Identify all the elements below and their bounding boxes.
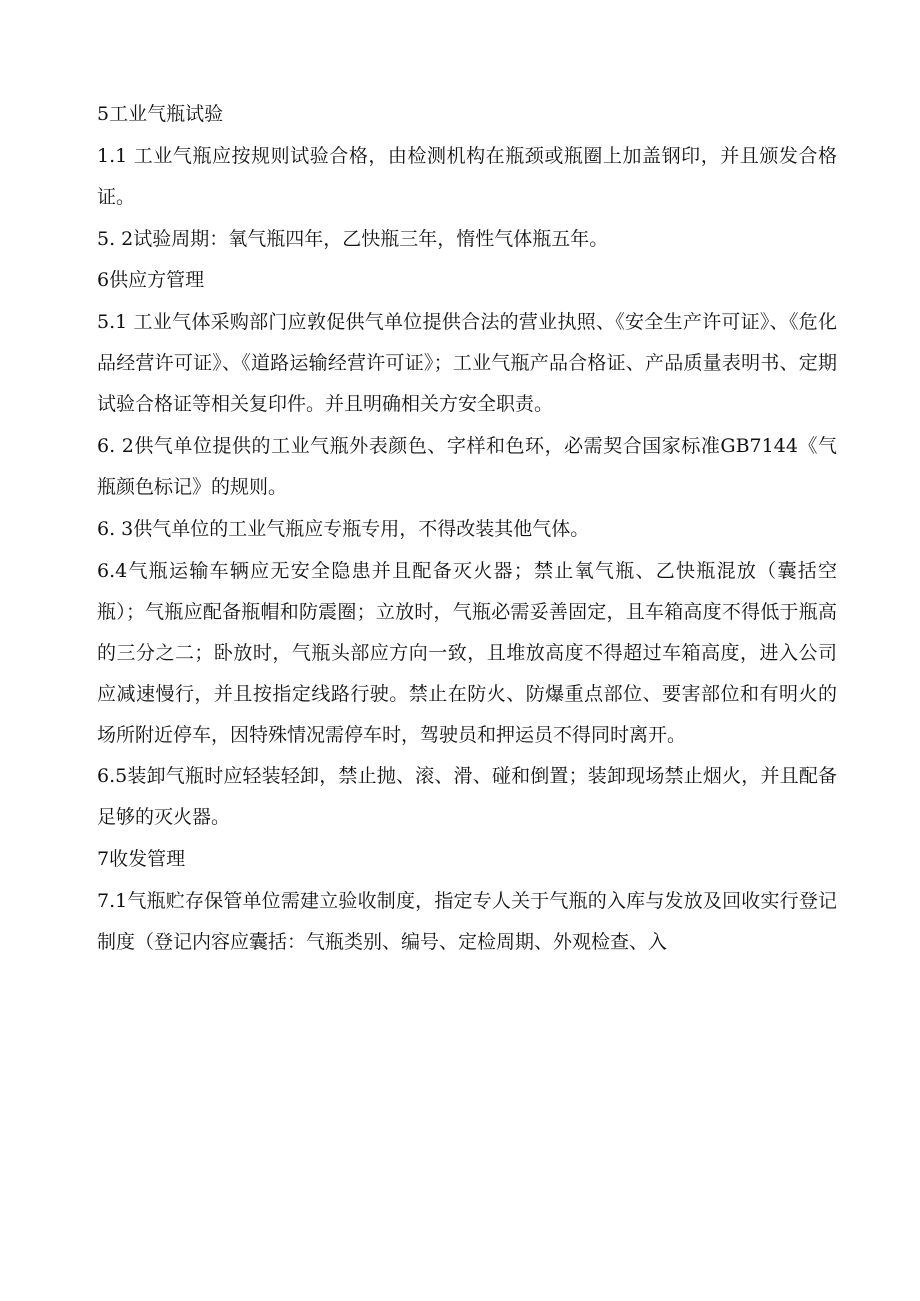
- paragraph-6-4: 6.4气瓶运输车辆应无安全隐患并且配备灭火器；禁止氧气瓶、乙快瓶混放（囊括空瓶）；气瓶应配备瓶帽和防震圈；立放时，气瓶必需妥善固定，且车箱高度不得低于瓶高的三分之二；卧放时，气瓶头部应方向一致，且堆放高度不得超过车箱高度，进入公司应减速慢行，并且按指定线路行驶。禁止在防火、防爆重点部位、要害部位和有明火的场所附近停车，因特殊情况需停车时，驾驶员和押运员不得同时离开。: [97, 559, 837, 746]
- paragraph-7-1: 7.1气瓶贮存保管单位需建立验收制度，指定专人关于气瓶的入库与发放及回收实行登记制度（登记内容应囊括：气瓶类别、编号、定检周期、外观检查、入: [97, 889, 837, 953]
- paragraph-5-1: 5.1 工业气体采购部门应敦促供气单位提供合法的营业执照、《安全生产许可证》、《危化品经营许可证》、《道路运输经营许可证》；工业气瓶产品合格证、产品质量表明书、定期试验合格证等相关复印件。并且明确相关方安全职责。: [97, 311, 837, 416]
- section-heading-6: 6供应方管理: [97, 269, 205, 292]
- paragraph-6-3: 6. 3供气单位的工业气瓶应专瓶专用，不得改装其他气体。: [97, 517, 590, 540]
- section-heading-7: 7收发管理: [97, 848, 186, 871]
- document-body: [97, 94, 837, 964]
- section-heading-5: 5工业气瓶试验: [97, 103, 224, 125]
- paragraph-6-2: 6. 2供气单位提供的工业气瓶外表颜色、字样和色环，必需契合国家标准GB7144《气瓶颜色标记》的规则。: [97, 434, 837, 498]
- paragraph-1-1: 1.1 工业气瓶应按规则试验合格，由检测机构在瓶颈或瓶圈上加盖钢印，并且颁发合格证。: [97, 144, 837, 208]
- paragraph-6-5: 6.5装卸气瓶时应轻装轻卸，禁止抛、滚、滑、碰和倒置；装卸现场禁止烟火，并且配备足够的灭火器。: [97, 765, 837, 829]
- paragraph-5-2: 5. 2试验周期：氧气瓶四年，乙快瓶三年，惰性气体瓶五年。: [97, 227, 609, 250]
